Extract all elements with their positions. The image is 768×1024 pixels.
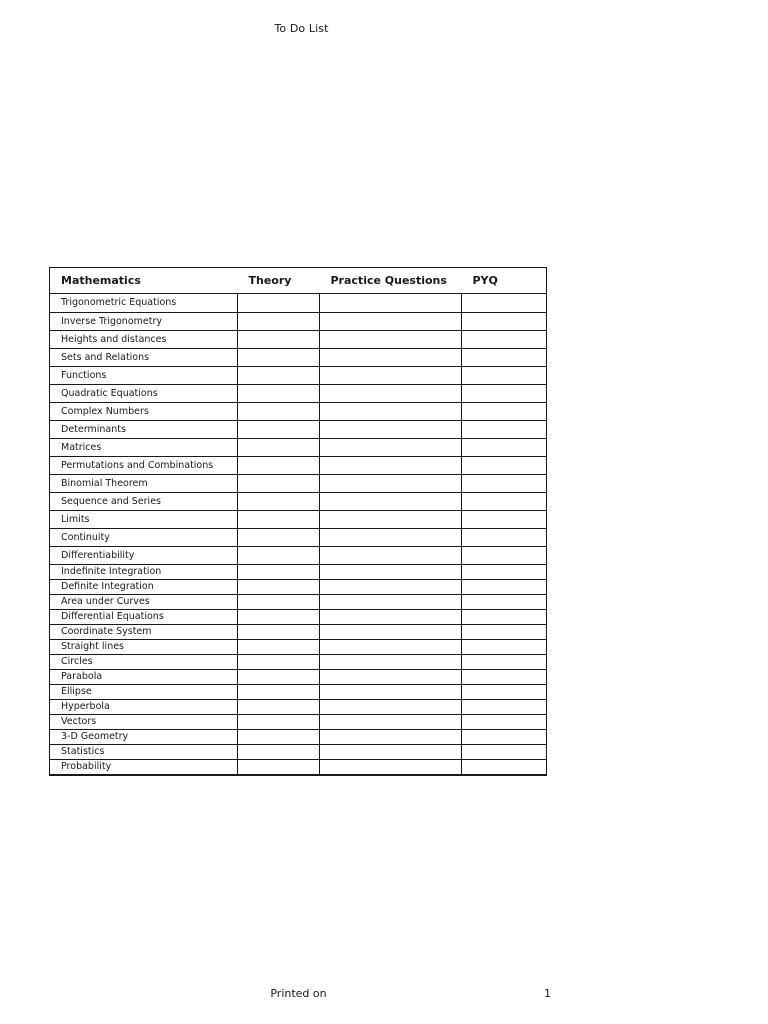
table-row — [50, 403, 547, 421]
column-header-mathematics: Mathematics — [50, 268, 238, 294]
practice-questions-checkbox-cell — [320, 421, 462, 439]
table-row — [50, 715, 547, 730]
practice-questions-checkbox-cell — [320, 595, 462, 610]
column-header-theory: Theory — [238, 268, 320, 294]
practice-questions-checkbox-cell — [320, 625, 462, 640]
topic-cell: 3-D Geometry — [50, 730, 238, 745]
pyq-checkbox-cell — [462, 685, 547, 700]
practice-questions-checkbox-cell — [320, 745, 462, 760]
table-row — [50, 730, 547, 745]
practice-questions-checkbox-cell — [320, 760, 462, 776]
pyq-checkbox-cell — [462, 655, 547, 670]
theory-checkbox-cell — [238, 385, 320, 403]
theory-checkbox-cell — [238, 349, 320, 367]
practice-questions-checkbox-cell — [320, 313, 462, 331]
topic-cell: Quadratic Equations — [50, 385, 238, 403]
table-row — [50, 475, 547, 493]
table-row — [50, 580, 547, 595]
pyq-checkbox-cell — [462, 745, 547, 760]
practice-questions-checkbox-cell — [320, 294, 462, 313]
practice-questions-checkbox-cell — [320, 685, 462, 700]
theory-checkbox-cell — [238, 640, 320, 655]
pyq-checkbox-cell — [462, 313, 547, 331]
pyq-checkbox-cell — [462, 760, 547, 776]
practice-questions-checkbox-cell — [320, 610, 462, 625]
theory-checkbox-cell — [238, 294, 320, 313]
topic-cell: Sets and Relations — [50, 349, 238, 367]
practice-questions-checkbox-cell — [320, 565, 462, 580]
pyq-checkbox-cell — [462, 457, 547, 475]
theory-checkbox-cell — [238, 760, 320, 776]
column-header-pyq: PYQ — [462, 268, 547, 294]
practice-questions-checkbox-cell — [320, 403, 462, 421]
practice-questions-checkbox-cell — [320, 457, 462, 475]
table-row — [50, 685, 547, 700]
theory-checkbox-cell — [238, 331, 320, 349]
pyq-checkbox-cell — [462, 331, 547, 349]
page-number: 1 — [544, 987, 551, 1000]
pyq-checkbox-cell — [462, 565, 547, 580]
table-row — [50, 760, 547, 776]
pyq-checkbox-cell — [462, 670, 547, 685]
topic-cell: Ellipse — [50, 685, 238, 700]
topic-cell: Differentiability — [50, 547, 238, 565]
table-row — [50, 547, 547, 565]
topic-cell: Circles — [50, 655, 238, 670]
topic-cell: Coordinate System — [50, 625, 238, 640]
table-header-row — [50, 268, 547, 294]
topic-cell: Area under Curves — [50, 595, 238, 610]
theory-checkbox-cell — [238, 439, 320, 457]
theory-checkbox-cell — [238, 367, 320, 385]
theory-checkbox-cell — [238, 580, 320, 595]
table-row — [50, 349, 547, 367]
topic-cell: Complex Numbers — [50, 403, 238, 421]
pyq-checkbox-cell — [462, 493, 547, 511]
pyq-checkbox-cell — [462, 547, 547, 565]
theory-checkbox-cell — [238, 655, 320, 670]
topic-cell: Vectors — [50, 715, 238, 730]
table-row — [50, 529, 547, 547]
practice-questions-checkbox-cell — [320, 580, 462, 595]
pyq-checkbox-cell — [462, 349, 547, 367]
theory-checkbox-cell — [238, 625, 320, 640]
practice-questions-checkbox-cell — [320, 730, 462, 745]
table-row — [50, 745, 547, 760]
practice-questions-checkbox-cell — [320, 655, 462, 670]
table-row — [50, 294, 547, 313]
pyq-checkbox-cell — [462, 439, 547, 457]
practice-questions-checkbox-cell — [320, 547, 462, 565]
pyq-checkbox-cell — [462, 367, 547, 385]
topic-cell: Parabola — [50, 670, 238, 685]
topic-cell: Continuity — [50, 529, 238, 547]
practice-questions-checkbox-cell — [320, 349, 462, 367]
table-row — [50, 610, 547, 625]
table-row — [50, 511, 547, 529]
topic-cell: Functions — [50, 367, 238, 385]
table-row — [50, 493, 547, 511]
practice-questions-checkbox-cell — [320, 493, 462, 511]
table-body — [50, 294, 547, 776]
theory-checkbox-cell — [238, 745, 320, 760]
table-row — [50, 367, 547, 385]
table-row — [50, 640, 547, 655]
practice-questions-checkbox-cell — [320, 700, 462, 715]
theory-checkbox-cell — [238, 700, 320, 715]
topic-cell: Straight lines — [50, 640, 238, 655]
theory-checkbox-cell — [238, 670, 320, 685]
topic-cell: Permutations and Combinations — [50, 457, 238, 475]
table-row — [50, 670, 547, 685]
topic-cell: Binomial Theorem — [50, 475, 238, 493]
theory-checkbox-cell — [238, 493, 320, 511]
pyq-checkbox-cell — [462, 640, 547, 655]
pyq-checkbox-cell — [462, 715, 547, 730]
topic-cell: Inverse Trigonometry — [50, 313, 238, 331]
topic-cell: Differential Equations — [50, 610, 238, 625]
topic-cell: Determinants — [50, 421, 238, 439]
practice-questions-checkbox-cell — [320, 670, 462, 685]
topic-cell: Definite Integration — [50, 580, 238, 595]
table-row — [50, 700, 547, 715]
theory-checkbox-cell — [238, 730, 320, 745]
todo-table — [49, 267, 547, 776]
table-row — [50, 625, 547, 640]
table-row — [50, 595, 547, 610]
pyq-checkbox-cell — [462, 511, 547, 529]
pyq-checkbox-cell — [462, 421, 547, 439]
table-row — [50, 565, 547, 580]
theory-checkbox-cell — [238, 313, 320, 331]
theory-checkbox-cell — [238, 529, 320, 547]
printed-on-label: Printed on — [270, 987, 327, 1000]
table-row — [50, 457, 547, 475]
topic-cell: Statistics — [50, 745, 238, 760]
practice-questions-checkbox-cell — [320, 640, 462, 655]
theory-checkbox-cell — [238, 475, 320, 493]
theory-checkbox-cell — [238, 685, 320, 700]
pyq-checkbox-cell — [462, 595, 547, 610]
practice-questions-checkbox-cell — [320, 331, 462, 349]
practice-questions-checkbox-cell — [320, 715, 462, 730]
pyq-checkbox-cell — [462, 700, 547, 715]
theory-checkbox-cell — [238, 403, 320, 421]
pyq-checkbox-cell — [462, 294, 547, 313]
topic-cell: Limits — [50, 511, 238, 529]
table-row — [50, 655, 547, 670]
pyq-checkbox-cell — [462, 403, 547, 421]
practice-questions-checkbox-cell — [320, 529, 462, 547]
practice-questions-checkbox-cell — [320, 475, 462, 493]
topic-cell: Heights and distances — [50, 331, 238, 349]
pyq-checkbox-cell — [462, 580, 547, 595]
practice-questions-checkbox-cell — [320, 511, 462, 529]
theory-checkbox-cell — [238, 421, 320, 439]
pyq-checkbox-cell — [462, 610, 547, 625]
theory-checkbox-cell — [238, 511, 320, 529]
table-row — [50, 421, 547, 439]
theory-checkbox-cell — [238, 457, 320, 475]
pyq-checkbox-cell — [462, 475, 547, 493]
topic-cell: Probability — [50, 760, 238, 776]
table-row — [50, 439, 547, 457]
practice-questions-checkbox-cell — [320, 385, 462, 403]
theory-checkbox-cell — [238, 547, 320, 565]
table-row — [50, 385, 547, 403]
practice-questions-checkbox-cell — [320, 367, 462, 385]
table-row — [50, 331, 547, 349]
theory-checkbox-cell — [238, 715, 320, 730]
theory-checkbox-cell — [238, 595, 320, 610]
topic-cell: Sequence and Series — [50, 493, 238, 511]
practice-questions-checkbox-cell — [320, 439, 462, 457]
column-header-practice-questions: Practice Questions — [320, 268, 462, 294]
page-title: To Do List — [274, 22, 329, 35]
topic-cell: Matrices — [50, 439, 238, 457]
pyq-checkbox-cell — [462, 385, 547, 403]
pyq-checkbox-cell — [462, 529, 547, 547]
topic-cell: Trigonometric Equations — [50, 294, 238, 313]
topic-cell: Indefinite Integration — [50, 565, 238, 580]
table-row — [50, 313, 547, 331]
topic-cell: Hyperbola — [50, 700, 238, 715]
theory-checkbox-cell — [238, 610, 320, 625]
pyq-checkbox-cell — [462, 625, 547, 640]
pyq-checkbox-cell — [462, 730, 547, 745]
theory-checkbox-cell — [238, 565, 320, 580]
